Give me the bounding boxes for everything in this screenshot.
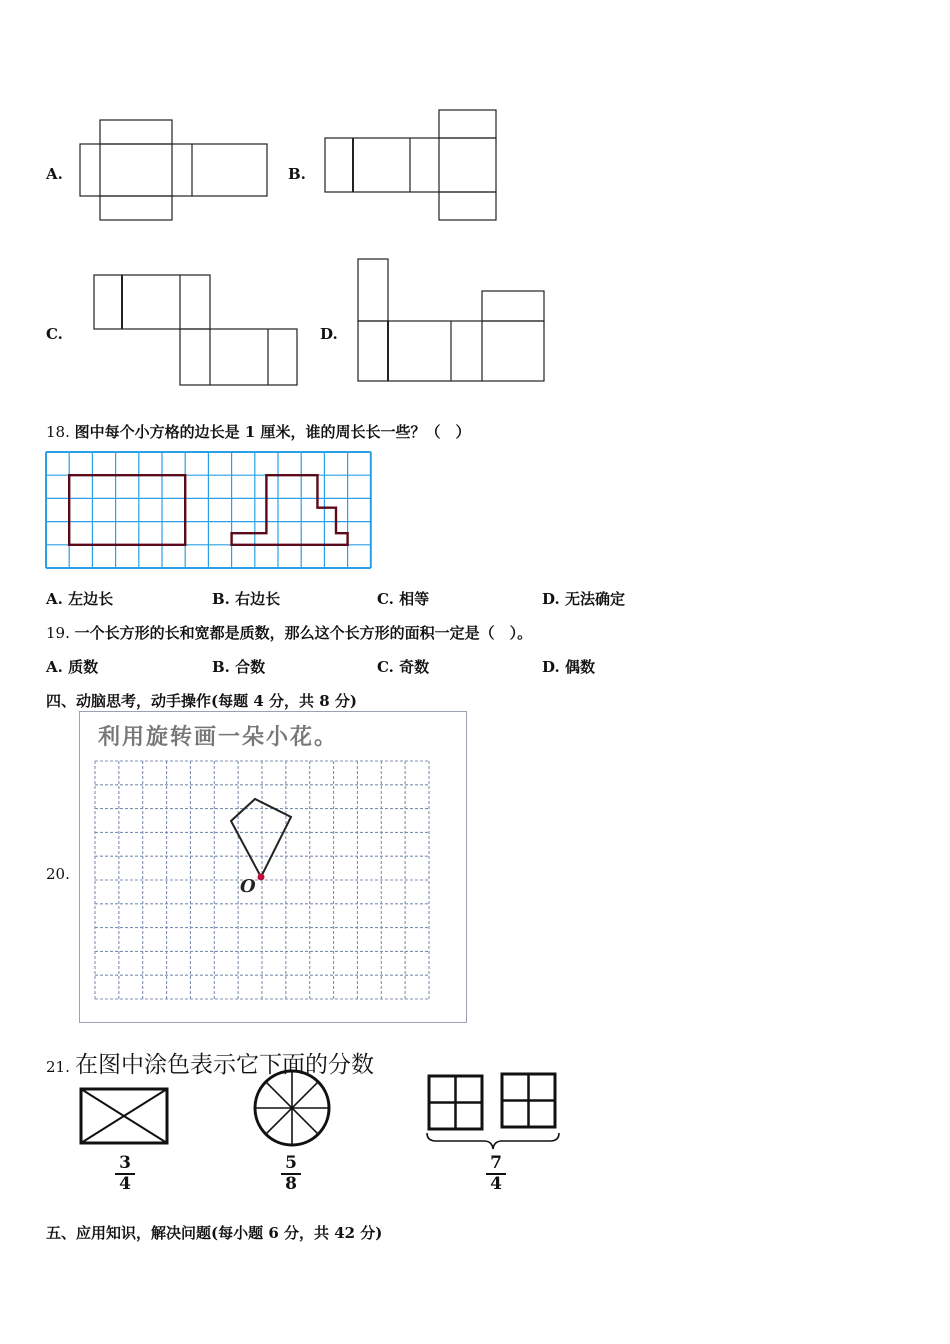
q21-fraction-3-denominator: 4 — [490, 1174, 502, 1194]
q19-question — [46, 622, 532, 643]
q18-option-a[interactable]: A. 左边长 — [46, 590, 114, 608]
q19-number: 19. — [46, 624, 70, 642]
cube-net-b — [324, 108, 500, 222]
option-b-letter: B. — [288, 165, 306, 183]
rotation-point-o — [258, 874, 265, 881]
option-c-letter: C. — [46, 325, 63, 343]
q21-fraction-1-numerator: 3 — [119, 1153, 131, 1173]
option-d-letter: D. — [320, 325, 338, 343]
q21-fraction-3 — [483, 1155, 509, 1193]
q21-rectangle-figure — [79, 1087, 171, 1145]
q19-option-c[interactable]: C. 奇数 — [377, 658, 430, 676]
option-a-letter: A. — [46, 165, 63, 183]
q18-option-b[interactable]: B. 右边长 — [212, 590, 281, 608]
q20-figure-title: 利用旋转画一朵小花。 — [98, 725, 339, 750]
q21-fraction-1 — [112, 1155, 138, 1193]
q18-option-c[interactable]: C. 相等 — [377, 590, 430, 608]
cube-net-c — [92, 273, 302, 389]
q19-option-a[interactable]: A. 质数 — [46, 658, 99, 676]
q18-question — [46, 421, 471, 442]
cube-net-a — [80, 118, 270, 223]
q21-fraction-1-denominator: 4 — [119, 1174, 131, 1194]
section-5-title: 五、应用知识，解决问题(每小题 6 分，共 42 分) — [46, 1224, 383, 1242]
q21-text: 在图中涂色表示它下面的分数 — [74, 1052, 374, 1078]
q20-point-label: O — [240, 876, 256, 897]
q21-fraction-3-numerator: 7 — [490, 1153, 502, 1173]
q18-option-d[interactable]: D. 无法确定 — [542, 590, 625, 608]
q21-fraction-2 — [278, 1155, 304, 1193]
left-rectangle-shape — [69, 475, 185, 545]
q19-option-b[interactable]: B. 合数 — [212, 658, 266, 676]
q18-text: 图中每个小方格的边长是 1 厘米，谁的周长长一些？（ ） — [74, 423, 471, 441]
q21-fraction-2-denominator: 8 — [285, 1174, 297, 1194]
q18-number: 18. — [46, 423, 70, 441]
q21-fraction-2-numerator: 5 — [285, 1153, 297, 1173]
cube-net-d — [356, 257, 548, 385]
section-4-title: 四、动脑思考，动手操作(每题 4 分，共 8 分) — [46, 692, 357, 710]
q20-rotation-grid — [94, 760, 430, 1000]
q21-number: 21. — [46, 1058, 70, 1076]
q20-number: 20. — [46, 865, 70, 883]
q18-grid-figure — [45, 451, 371, 571]
q21-circle-figure — [252, 1068, 332, 1148]
q19-text: 一个长方形的长和宽都是质数，那么这个长方形的面积一定是（ ）。 — [74, 624, 533, 642]
q20-figure-frame — [79, 711, 467, 1023]
right-staircase-shape — [232, 475, 348, 545]
q21-squares-figure — [424, 1071, 564, 1163]
kite-shape — [231, 799, 291, 877]
q19-option-d[interactable]: D. 偶数 — [542, 658, 595, 676]
